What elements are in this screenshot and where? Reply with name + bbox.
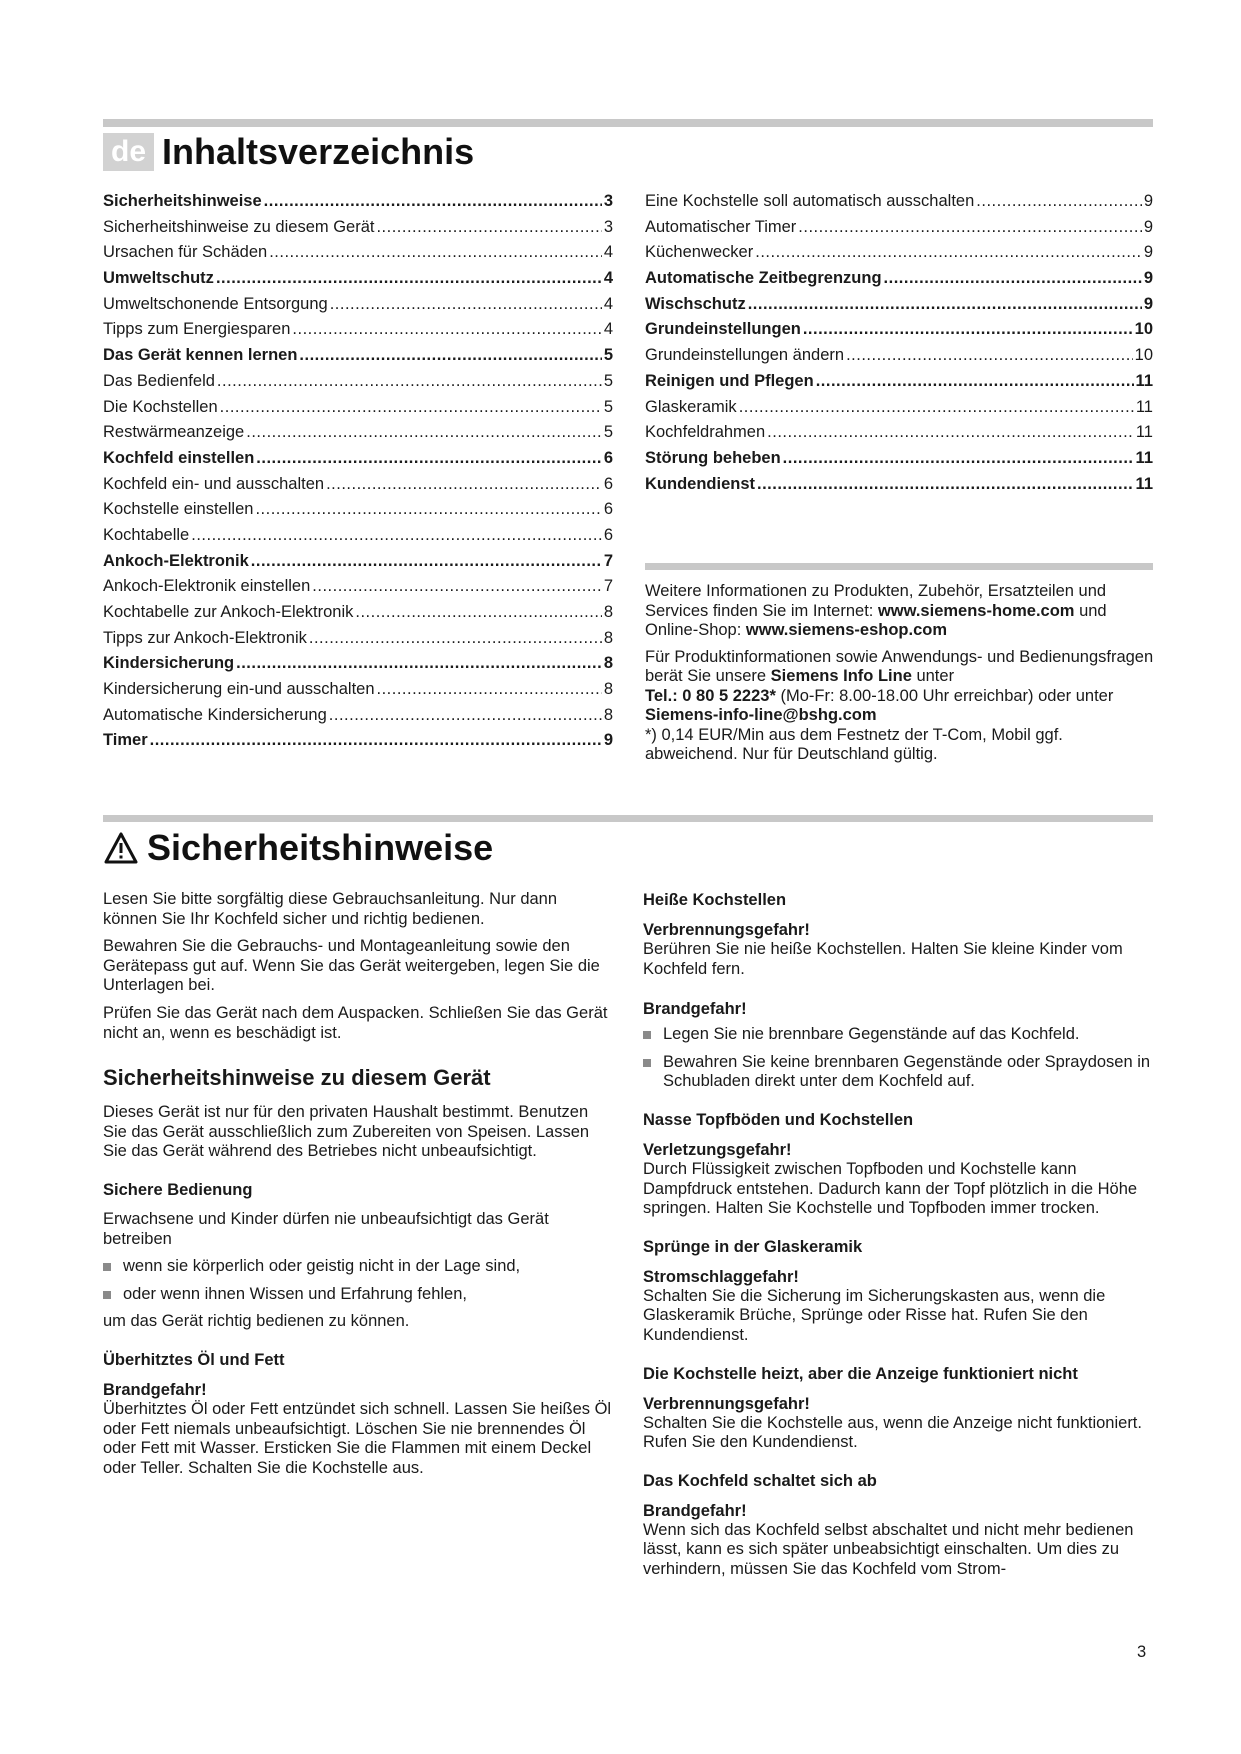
toc-section-entry[interactable] <box>103 398 613 424</box>
toc-leader-dots <box>309 629 602 648</box>
danger-label: Verbrennungsgefahr! <box>643 921 810 939</box>
toc-entry-page: 5 <box>603 397 613 416</box>
toc-entry-title: Reinigen und Pflegen <box>645 371 814 390</box>
paragraph: Schalten Sie die Kochstelle aus, wenn die Anzeige nicht funktioniert. Rufen Sie den Kundendienst. <box>643 1413 1142 1452</box>
toc-entry-page: 9 <box>1143 294 1153 313</box>
paragraph: Dieses Gerät ist nur für den privaten Haushalt bestimmt. Benutzen Sie das Gerät ausschließlich zum Zubereiten von Speisen. Lassen Sie das Gerät während des Betriebes nicht unbeaufsichtigt. <box>103 1103 590 1161</box>
toc-entry-page: 10 <box>1134 320 1153 339</box>
toc-leader-dots <box>251 552 602 571</box>
toc-leader-dots <box>312 577 602 596</box>
toc-entry-page: 4 <box>603 243 613 262</box>
phone-number[interactable]: Tel.: 0 80 5 2223* <box>645 686 776 705</box>
toc-entry-title: Umweltschutz <box>103 269 214 288</box>
toc-leader-dots <box>220 398 602 417</box>
toc-entry-page: 7 <box>603 577 613 596</box>
toc-entry-page: 6 <box>603 448 613 467</box>
subsection-title: Sicherheitshinweise zu diesem Gerät <box>103 1065 491 1091</box>
toc-chapter-entry[interactable] <box>645 372 1153 398</box>
intro-paragraph: Prüfen Sie das Gerät nach dem Auspacken. Schließen Sie das Gerät nicht an, wenn es beschädigt ist. <box>103 1003 608 1042</box>
toc-chapter-entry[interactable] <box>645 269 1153 295</box>
toc-entry-page: 8 <box>603 603 613 621</box>
toc-entry-title: Ursachen für Schäden <box>103 243 268 262</box>
toc-leader-dots <box>755 243 1142 262</box>
toc-leader-dots <box>217 372 602 391</box>
toc-entry-page: 6 <box>603 474 613 493</box>
toc-section-entry[interactable] <box>103 629 613 655</box>
bullet-list <box>643 1025 1153 1092</box>
toc-entry-title: Tipps zum Energiesparen <box>103 320 291 339</box>
toc-chapter-entry[interactable] <box>103 192 613 218</box>
safety-right-column <box>643 890 1153 1588</box>
toc-entry-page: 7 <box>603 551 613 570</box>
toc-entry-title: Das Gerät kennen lernen <box>103 346 298 365</box>
toc-chapter-entry[interactable] <box>645 295 1153 321</box>
toc-entry-page: 4 <box>603 320 613 339</box>
info-box <box>645 582 1155 765</box>
toc-entry-page: 5 <box>603 346 613 365</box>
toc-leader-dots <box>377 680 602 699</box>
link-siemens-home[interactable]: www.siemens-home.com <box>877 601 1075 620</box>
toc-entry-page: 4 <box>603 294 613 313</box>
toc-leader-dots <box>264 192 602 211</box>
toc-leader-dots <box>748 295 1142 314</box>
toc-leader-dots <box>816 372 1134 391</box>
toc-leader-dots <box>798 218 1142 237</box>
danger-label: Brandgefahr! <box>103 1380 207 1399</box>
toc-section-entry[interactable] <box>103 500 613 526</box>
toc-entry-title: Timer <box>103 731 148 750</box>
toc-entry-title: Sicherheitshinweise zu diesem Gerät <box>103 217 375 236</box>
toc-entry-title: Kindersicherung <box>103 654 235 673</box>
toc-entry-page: 11 <box>1135 397 1153 416</box>
toc-section-entry[interactable] <box>103 423 613 449</box>
toc-section-entry[interactable] <box>645 243 1153 269</box>
toc-entry-page: 4 <box>603 269 613 288</box>
toc-section-entry[interactable] <box>103 603 613 629</box>
toc-entry-title: Automatischer Timer <box>645 217 797 236</box>
heading-cracks: Sprünge in der Glaskeramik <box>643 1237 863 1256</box>
toc-entry-title: Kochfeld ein- und ausschalten <box>103 474 325 493</box>
toc-entry-title: Sicherheitshinweise <box>103 192 262 210</box>
toc-chapter-entry[interactable] <box>645 320 1153 346</box>
toc-entry-title: Küchenwecker <box>645 243 754 262</box>
toc-entry-page: 9 <box>1143 269 1153 288</box>
toc-entry-title: Grundeinstellungen <box>645 320 801 339</box>
page-number: 3 <box>1137 1643 1147 1661</box>
toc-leader-dots <box>329 706 602 725</box>
toc-entry-title: Das Bedienfeld <box>103 371 215 390</box>
toc-chapter-entry[interactable] <box>103 269 613 295</box>
toc-entry-title: Automatische Zeitbegrenzung <box>645 269 882 288</box>
heading-switch-off: Das Kochfeld schaltet sich ab <box>643 1471 877 1490</box>
paragraph: Wenn sich das Kochfeld selbst abschaltet und nicht mehr bedienen lässt, kann es sich später unbeabsichtigt einschalten. Um dies zu verhindern, müssen Sie das Kochfeld vom Strom- <box>643 1520 1134 1578</box>
toc-section-entry[interactable] <box>103 475 613 501</box>
toc-section-entry[interactable] <box>645 218 1153 244</box>
toc-chapter-entry[interactable] <box>103 346 613 372</box>
toc-section-entry[interactable] <box>645 192 1153 218</box>
toc-chapter-entry[interactable] <box>645 449 1153 475</box>
toc-entry-page: 11 <box>1135 474 1153 493</box>
list-item: oder wenn ihnen Wissen und Erfahrung fehlen, <box>103 1285 613 1305</box>
toc-entry-title: Kochtabelle zur Ankoch-Elektronik <box>103 603 354 621</box>
list-item: wenn sie körperlich oder geistig nicht in der Lage sind, <box>103 1257 613 1277</box>
toc-leader-dots <box>246 423 602 442</box>
toc-right-column <box>645 192 1153 500</box>
toc-entry-title: Kindersicherung ein-und ausschalten <box>103 680 375 699</box>
toc-section-entry[interactable] <box>103 577 613 603</box>
toc-entry-title: Glaskeramik <box>645 397 737 416</box>
toc-leader-dots <box>767 423 1134 442</box>
paragraph: Durch Flüssigkeit zwischen Topfboden und Kochstelle kann Dampfdruck entstehen. Dadurch kann der Topf plötzlich in die Höhe springen. Halten Sie Kochstelle und Topfboden immer trocken. <box>643 1159 1138 1218</box>
toc-header <box>103 131 474 173</box>
toc-entry-page: 6 <box>603 525 613 544</box>
heading-hot-zones: Heiße Kochstellen <box>643 891 787 909</box>
toc-leader-dots <box>191 526 602 545</box>
toc-entry-page: 11 <box>1135 448 1153 467</box>
toc-entry-page: 8 <box>603 705 613 724</box>
intro-paragraph: Lesen Sie bitte sorgfältig diese Gebrauchsanleitung. Nur dann können Sie Ihr Kochfeld sicher und richtig bedienen. <box>103 890 558 928</box>
safety-title: Sicherheitshinweise <box>147 827 494 868</box>
link-siemens-eshop[interactable]: www.siemens-eshop.com <box>745 621 948 639</box>
toc-leader-dots <box>976 192 1142 211</box>
paragraph: Schalten Sie die Sicherung im Sicherungskasten aus, wenn die Glaskeramik Brüche, Sprünge oder Risse hat. Rufen Sie den Kundendienst. <box>643 1286 1106 1344</box>
toc-section-entry[interactable] <box>103 372 613 398</box>
toc-chapter-entry[interactable] <box>103 731 613 757</box>
danger-label: Brandgefahr! <box>643 1000 747 1019</box>
danger-label: Verbrennungsgefahr! <box>643 1394 810 1413</box>
toc-leader-dots <box>803 320 1133 339</box>
toc-entry-title: Umweltschonende Entsorgung <box>103 294 328 313</box>
toc-entry-title: Tipps zur Ankoch-Elektronik <box>103 628 307 647</box>
intro-paragraph: Bewahren Sie die Gebrauchs- und Montageanleitung sowie den Gerätepass gut auf. Wenn Sie das Gerät weitergeben, legen Sie die Unterlagen bei. <box>103 937 600 995</box>
safety-header <box>103 822 493 874</box>
toc-leader-dots <box>884 269 1142 288</box>
toc-entry-page: 3 <box>603 192 613 210</box>
toc-leader-dots <box>757 475 1134 494</box>
section-rule <box>103 815 1153 822</box>
list-item: Legen Sie nie brennbare Gegenstände auf das Kochfeld. <box>643 1025 1153 1045</box>
toc-entry-title: Wischschutz <box>645 294 746 313</box>
toc-entry-page: 9 <box>1143 243 1153 262</box>
toc-entry-title: Kochtabelle <box>103 525 190 544</box>
toc-leader-dots <box>292 320 601 339</box>
safety-left-column <box>103 890 613 1486</box>
toc-entry-page: 9 <box>1143 192 1153 210</box>
toc-entry-page: 8 <box>603 654 613 673</box>
toc-leader-dots <box>783 449 1134 468</box>
toc-left-column <box>103 192 613 757</box>
toc-leader-dots <box>256 449 602 468</box>
info-rule <box>645 563 1153 570</box>
info-email[interactable]: Siemens-info-line@bshg.com <box>645 706 877 724</box>
toc-chapter-entry[interactable] <box>103 552 613 578</box>
toc-entry-page: 5 <box>603 371 613 390</box>
toc-entry-page: 3 <box>603 217 613 236</box>
toc-section-entry[interactable] <box>103 243 613 269</box>
toc-leader-dots <box>846 346 1133 365</box>
language-badge: de <box>103 133 154 171</box>
heading-oil: Überhitztes Öl und Fett <box>103 1350 285 1369</box>
toc-section-entry[interactable] <box>645 346 1153 372</box>
toc-entry-title: Kochstelle einstellen <box>103 500 254 519</box>
toc-entry-title: Eine Kochstelle soll automatisch ausschalten <box>645 192 975 210</box>
toc-entry-page: 10 <box>1134 346 1153 365</box>
toc-section-entry[interactable] <box>103 295 613 321</box>
toc-chapter-entry[interactable] <box>103 654 613 680</box>
heading-wet: Nasse Topfböden und Kochstellen <box>643 1110 914 1129</box>
toc-section-entry[interactable] <box>103 218 613 244</box>
toc-entry-title: Grundeinstellungen ändern <box>645 346 845 365</box>
toc-chapter-entry[interactable] <box>103 449 613 475</box>
toc-leader-dots <box>299 346 601 365</box>
paragraph: Überhitztes Öl oder Fett entzündet sich schnell. Lassen Sie heißes Öl oder Fett niemals unbeaufsichtigt. Löschen Sie nie brennendes Öl oder Fett mit Wasser. Ersticken Sie die Flammen mit einem Deckel oder Teller. Schalten Sie die Kochstelle aus. <box>103 1399 612 1477</box>
toc-entry-title: Ankoch-Elektronik einstellen <box>103 577 311 596</box>
toc-entry-title: Kochfeld einstellen <box>103 448 255 467</box>
toc-section-entry[interactable] <box>103 526 613 552</box>
toc-entry-title: Die Kochstellen <box>103 397 218 416</box>
toc-entry-page: 9 <box>1143 217 1153 236</box>
toc-leader-dots <box>216 269 602 288</box>
toc-entry-title: Kundendienst <box>645 474 755 493</box>
toc-entry-title: Kochfeldrahmen <box>645 423 766 442</box>
danger-label: Stromschlaggefahr! <box>643 1267 799 1286</box>
list-item: Bewahren Sie keine brennbaren Gegenstände oder Spraydosen in Schubladen direkt unter dem Kochfeld auf. <box>643 1053 1153 1092</box>
toc-entry-page: 9 <box>603 731 613 750</box>
toc-leader-dots <box>269 243 602 262</box>
bullet-list <box>103 1257 613 1304</box>
toc-entry-page: 11 <box>1135 423 1153 442</box>
toc-section-entry[interactable] <box>103 320 613 346</box>
toc-chapter-entry[interactable] <box>645 475 1153 501</box>
danger-label: Brandgefahr! <box>643 1501 747 1520</box>
danger-label: Verletzungsgefahr! <box>643 1140 792 1159</box>
toc-entry-page: 6 <box>603 500 613 519</box>
toc-section-entry[interactable] <box>645 398 1153 424</box>
info-web: Weitere Informationen zu Produkten, Zubehör, Ersatzteilen und Services finden Sie im Internet: www.siemens-home.com und Online-Shop: www.siemens-eshop.com <box>645 582 1107 639</box>
toc-entry-page: 8 <box>603 628 613 647</box>
toc-section-entry[interactable] <box>103 680 613 706</box>
toc-entry-page: 8 <box>603 680 613 699</box>
heading-display: Die Kochstelle heizt, aber die Anzeige funktioniert nicht <box>643 1364 1078 1383</box>
header-rule <box>103 119 1153 127</box>
toc-section-entry[interactable] <box>103 706 613 732</box>
toc-section-entry[interactable] <box>645 423 1153 449</box>
toc-leader-dots <box>326 475 602 494</box>
toc-leader-dots <box>236 654 602 673</box>
toc-entry-title: Ankoch-Elektronik <box>103 551 249 570</box>
toc-entry-page: 11 <box>1135 371 1153 390</box>
toc-leader-dots <box>330 295 602 314</box>
toc-leader-dots <box>150 731 602 750</box>
paragraph: Berühren Sie nie heiße Kochstellen. Halten Sie kleine Kinder vom Kochfeld fern. <box>643 940 1123 978</box>
toc-leader-dots <box>255 500 601 519</box>
warning-triangle-icon <box>103 831 139 865</box>
toc-entry-page: 5 <box>603 423 613 442</box>
toc-entry-title: Automatische Kindersicherung <box>103 705 327 724</box>
toc-entry-title: Restwärmeanzeige <box>103 423 245 442</box>
toc-entry-title: Störung beheben <box>645 448 781 467</box>
toc-leader-dots <box>376 218 601 237</box>
info-hotline: Für Produktinformationen sowie Anwendungs- und Bedienungsfragen berät Sie unsere Siemens Info Line unter Tel.: 0 80 5 2223* (Mo-Fr: 8.00-18.00 Uhr erreichbar) oder unter Siemens-info-line@bshg.com *) 0,14 EUR/Min aus dem Festnetz der T-Com, Mobil ggf. abweichend. Nur für Deutschland gültig. <box>645 647 1154 763</box>
heading-safe-use: Sichere Bedienung <box>103 1180 253 1199</box>
paragraph: Erwachsene und Kinder dürfen nie unbeaufsichtigt das Gerät betreiben <box>103 1209 549 1248</box>
page-title: Inhaltsverzeichnis <box>162 131 475 172</box>
toc-leader-dots <box>739 398 1134 417</box>
paragraph: um das Gerät richtig bedienen zu können. <box>103 1312 410 1331</box>
toc-leader-dots <box>355 603 601 622</box>
